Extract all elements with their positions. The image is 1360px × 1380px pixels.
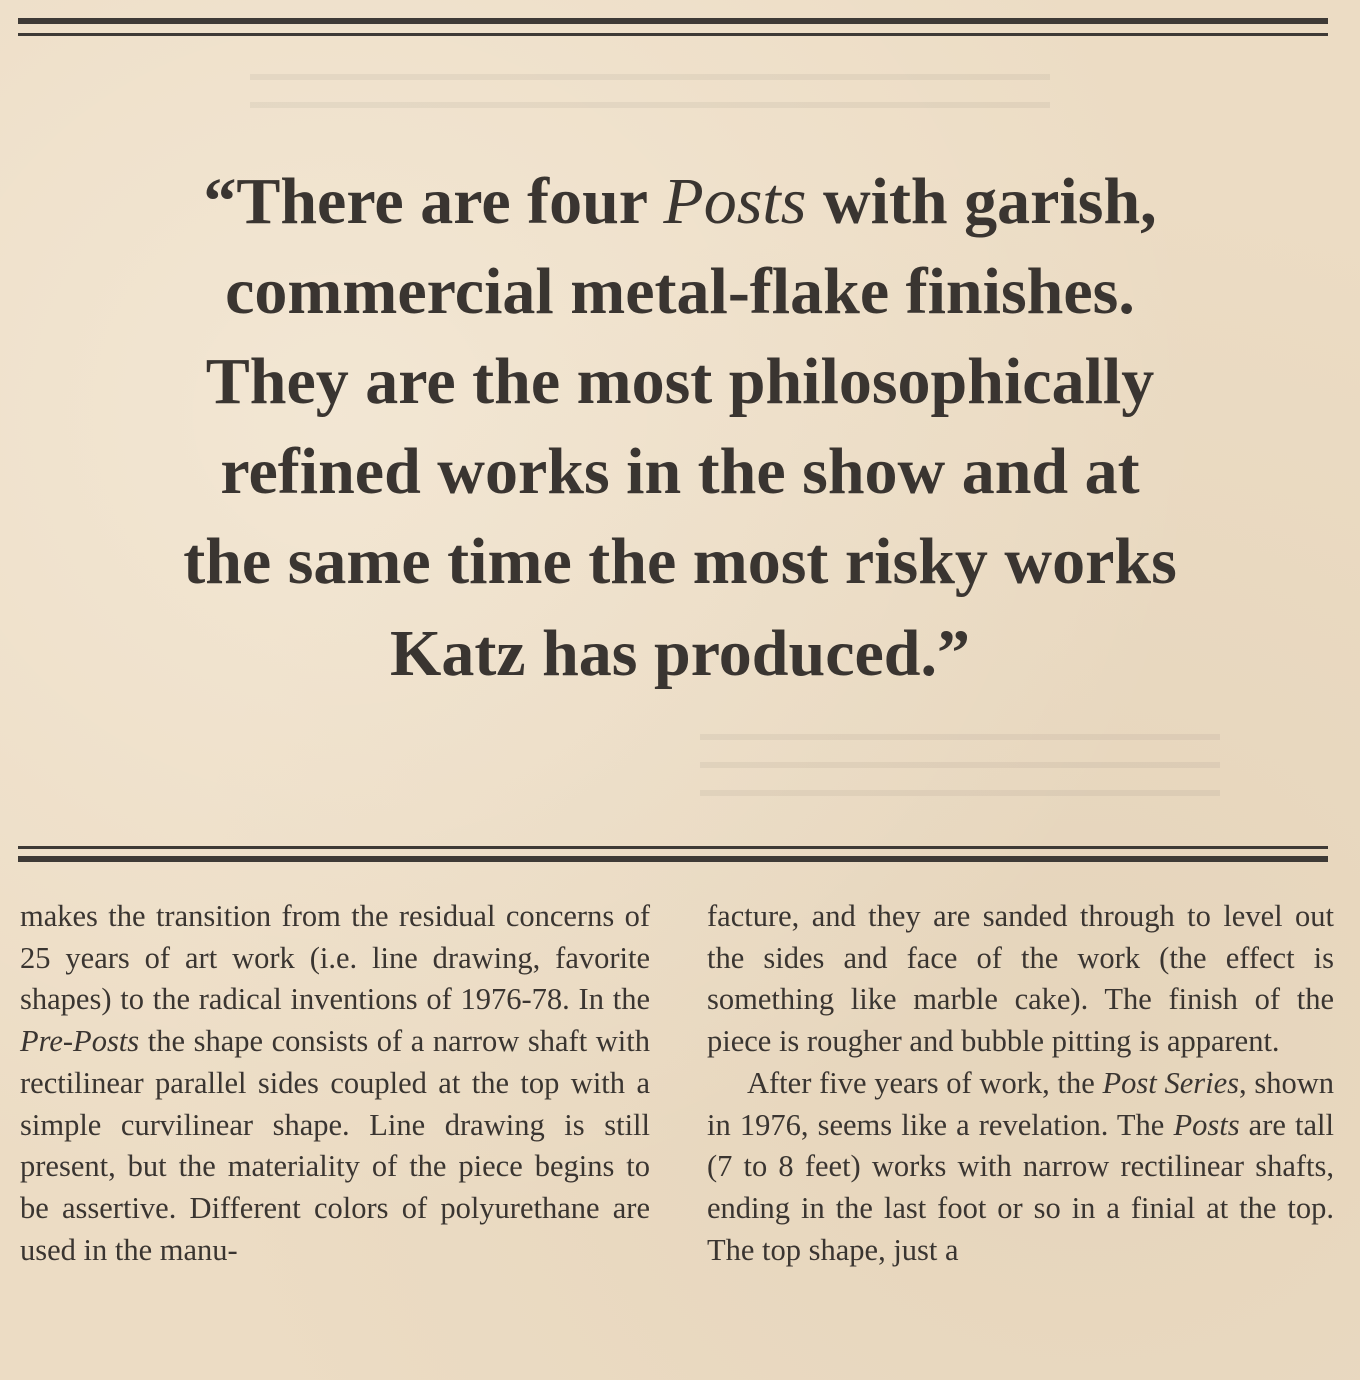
body-text: After five years of work, the: [747, 1065, 1103, 1100]
pull-quote-line-4: refined works in the show and at: [220, 435, 1140, 508]
body-text: the shape consists of a narrow shaft with rectilinear parallel sides coupled at the top with a simple curvilinear shape. Line drawing is still present, but the materiality of the piece begins to be assertive. Different colors of polyurethane are used in the manu-: [20, 1024, 650, 1267]
left-column: [20, 896, 650, 1271]
right-column-paragraph-1: facture, and they are sanded through to level out the sides and face of the work (the effect is something like marble cake). The finish of the piece is rougher and bubble pitting is apparent.: [707, 899, 1334, 1059]
bottom-rule-thick: [18, 856, 1328, 862]
pull-quote-line-1: [0, 158, 1360, 246]
left-column-paragraph: [20, 896, 650, 1271]
pull-quote-line-2: commercial metal-flake finishes.: [225, 255, 1135, 328]
right-column: [707, 896, 1334, 1271]
pull-quote-line-5: the same time the most risky works: [183, 525, 1177, 598]
top-rule-thin: [18, 33, 1328, 36]
pull-quote-text: with garish,: [806, 165, 1157, 238]
body-emphasis: Post Series: [1102, 1065, 1239, 1100]
pull-quote-text: “There are four: [203, 165, 664, 238]
pull-quote-line-6: Katz has produced.”: [389, 617, 970, 690]
body-emphasis: Pre-Posts: [20, 1024, 140, 1059]
top-rule-thick: [18, 18, 1328, 24]
body-text: , shown in 1976, seems like a revelation. The: [707, 1065, 1334, 1142]
pull-quote-line-3: They are the most philosophically: [205, 345, 1155, 418]
bottom-rule-thin: [18, 846, 1328, 849]
pull-quote-emphasis: Posts: [663, 165, 807, 238]
right-column-paragraph-2: [707, 1063, 1334, 1272]
body-text: makes the transition from the residual concerns of 25 years of art work (i.e. line drawing, favorite shapes) to the radical inventions of 1976-78. In the: [20, 899, 650, 1017]
body-emphasis: Posts: [1173, 1107, 1240, 1142]
body-text: are tall (7 to 8 feet) works with narrow rectilinear shafts, ending in the last foot or so in a finial at the top. The top shape, just a: [707, 1107, 1334, 1267]
